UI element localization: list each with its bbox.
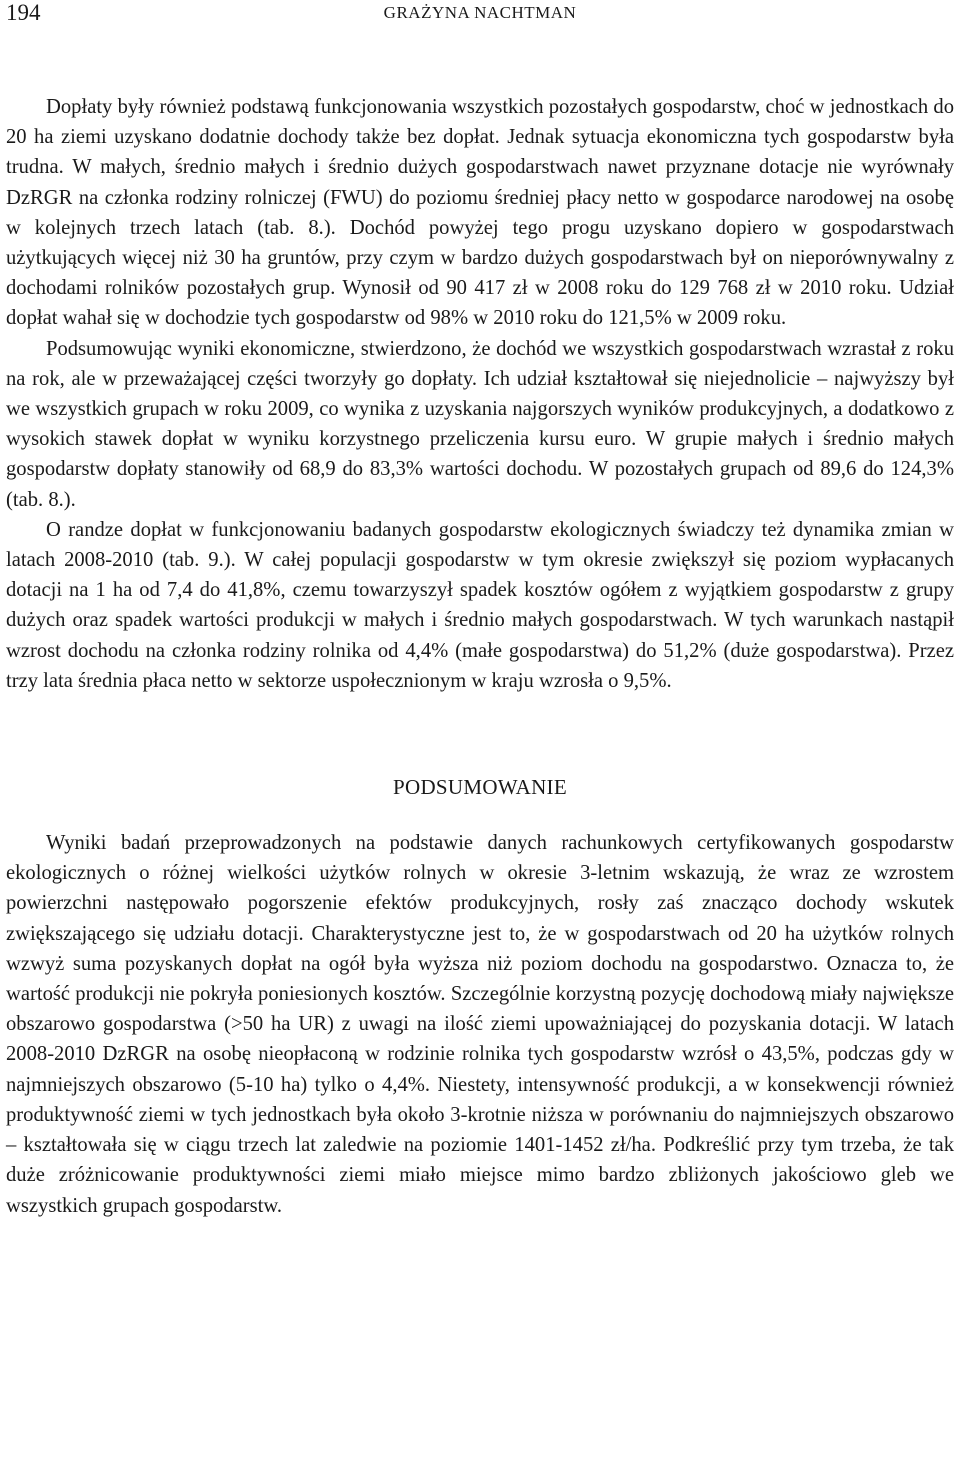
section-title: PODSUMOWANIE <box>393 775 567 800</box>
running-header <box>6 0 954 40</box>
summary-text <box>6 828 954 1221</box>
document-page <box>6 0 954 1221</box>
paragraph-dynamics: O randze dopłat w funkcjonowaniu badanych gospodarstw ekologicznych świadczy też dynamika zmian w latach 2008-2010 (tab. 9.). W całej populacji gospodarstw w tym okresie zwiększył się poziom wypłacanych dotacji na 1 ha od 7,4 do 41,8%, czemu towarzyszył spadek kosztów ogółem z wyjątkiem gospodarstw z grupy dużych oraz spadek wartości produkcji w małych i średnio małych gospodarstwach. W tych warunkach nastąpił wzrost dochodu na członka rodziny rolnika od 4,4% (małe gospodarstwa) do 51,2% (duże gospodarstwa). Przez trzy lata średnia płaca netto w sektorze uspołecznionym w kraju wzrosła o 9,5%. <box>6 518 954 692</box>
page-number: 194 <box>6 0 41 25</box>
paragraph-subsidies: Dopłaty były również podstawą funkcjonowania wszystkich pozostałych gospodarstw, choć w jednostkach do 20 ha ziemi uzyskano dodatnie dochody także bez dopłat. Jednak sytuacja ekonomiczna tych gospodarstw była trudna. W małych, średnio małych i średnio dużych gospodarstwach nawet przyznane dotacje nie wyrównały DzRGR na członka rodziny rolniczej (FWU) do poziomu średniej płacy netto w gospodarce narodowej na osobę w kolejnych trzech latach (tab. 8.). Dochód powyżej tego progu uzyskano dopiero w gospodarstwach użytkujących więcej niż 30 ha gruntów, przy czym w bardzo dużych gospodarstwach był on nieporównywalny z dochodami rolników pozostałych grup. Wynosił od 90 417 zł w 2008 roku do 129 768 zł w 2010 roku. Udział dopłat wahał się w dochodzie tych gospodarstw od 98% w 2010 roku do 121,5% w 2009 roku. <box>6 96 954 330</box>
body-text <box>6 92 954 696</box>
paragraph-economic-results: Podsumowując wyniki ekonomiczne, stwierdzono, że dochód we wszystkich gospodarstwach wzrastał z roku na rok, ale w przeważającej części tworzyły go dopłaty. Ich udział kształtował się niejednolicie – najwyższy był we wszystkich grupach w roku 2009, co wynika z uzyskania najgorszych wyników produkcyjnych, a dodatkowo z wysokich stawek dopłat w wyniku korzystnego przeliczenia kursu euro. W grupie małych i średnio małych gospodarstw dopłaty stanowiły od 68,9 do 83,3% wartości dochodu. W pozostałych grupach od 89,6 do 124,3% (tab. 8.). <box>6 337 954 511</box>
running-head-author: GRAŻYNA NACHTMAN <box>383 3 577 22</box>
paragraph-summary: Wyniki badań przeprowadzonych na podstawie danych rachunkowych certyfikowanych gospodarstw ekologicznych o różnej wielkości użytków rolnych w okresie 3-letnim wskazują, że wraz ze wzrostem powierzchni następowało pogorszenie efektów produkcyjnych, rosły zaś znacząco dochody wskutek zwiększającego się udziału dotacji. Charakterystyczne jest to, że w gospodarstwach od 20 ha użytków rolnych wzwyż suma pozyskanych dopłat na ogół była wyższa niż poziom dochodu na gospodarstwo. Oznacza to, że wartość produkcji nie pokryła poniesionych kosztów. Szczególnie korzystną pozycję dochodową miały największe obszarowo gospodarstwa (>50 ha UR) z uwagi na ilość ziemi upoważniającej do pozyskania dotacji. W latach 2008-2010 DzRGR na osobę nieopłaconą w rodzinie rolnika tych gospodarstw wzrósł o 43,5%, podczas gdy w najmniejszych obszarowo (5-10 ha) tylko o 4,4%. Niestety, intensywność produkcji, a w konsekwencji również produktywność ziemi w tych jednostkach była około 3-krotnie niższa w porównaniu do najmniejszych obszarowo – kształtowała się w ciągu trzech lat zaledwie na poziomie 1401-1452 zł/ha. Podkreślić przy tym trzeba, że tak duże zróżnicowanie produktywności ziemi miało miejsce mimo bardzo zbliżonych jakościowo gleb we wszystkich grupach gospodarstw. <box>6 832 954 1217</box>
